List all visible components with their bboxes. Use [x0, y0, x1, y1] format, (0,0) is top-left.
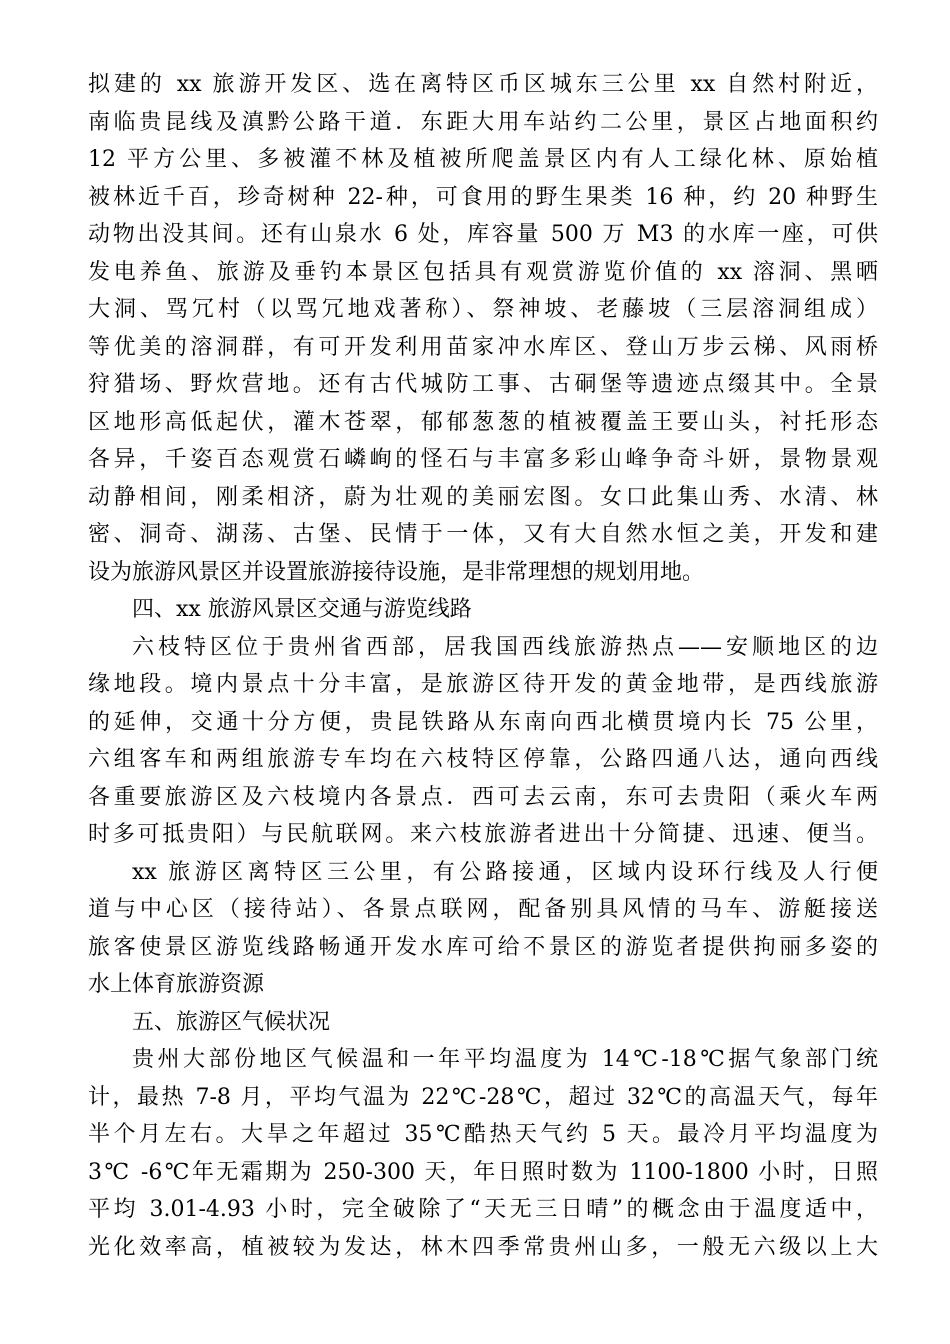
text-line: 12 平方公里、多被灌不林及植被所爬盖景区内有人工绿化林、原始植	[88, 147, 878, 172]
text-line: 水上体育旅游资源	[88, 972, 265, 997]
text-line: 光化效率高，植被较为发达，林木四季常贵州山多，一般无六级以上大	[88, 1234, 878, 1260]
text-line: 密、洞奇、湖荡、古堡、民情于一体，又有大自然水恒之美，开发和建	[88, 522, 878, 547]
text-line: 设为旅游风景区并设置旅游接待设施，是非常理想的规划用地。	[88, 559, 705, 585]
text-line: 半个月左右。大旱之年超过 35℃酷热天气约 5 天。最冷月平均温度为	[88, 1122, 878, 1147]
text-line: 南临贵昆线及滇黔公路干道．东距大用车站约二公里，景区占地面积约	[88, 109, 878, 135]
text-line: 六枝特区位于贵州省西部，居我国西线旅游热点——安顺地区的边	[132, 634, 878, 660]
text-line: 各重要旅游区及六枝境内各景点．西可去云南，东可去贵阳（乘火车两	[88, 784, 878, 810]
text-line: 狩猎场、野炊营地。还有古代城防工事、古硐堡等遗迹点缀其中。全景	[88, 372, 878, 397]
text-line: 拟建的 xx 旅游开发区、选在离特区币区城东三公里 xx 自然村附近，	[88, 72, 878, 97]
text-line: 动物出没其间。还有山泉水 6 处，库容量 500 万 M3 的水库一座，可供	[88, 222, 878, 247]
text-line: 时多可抵贵阳）与民航联网。来六枝旅游者进出十分简捷、迅速、便当。	[88, 822, 878, 847]
text-line: 缘地段。境内景点十分丰富，是旅游区待开发的黄金地带，是西线旅游	[88, 672, 878, 697]
section-heading: 四、xx 旅游风景区交通与游览线路	[132, 597, 472, 622]
text-line: 的延伸，交通十分方便，贵昆铁路从东南向西北横贯境内长 75 公里，	[88, 709, 878, 735]
text-line: 六组客车和两组旅游专车均在六枝特区停靠，公路四通八达，通向西线	[88, 747, 878, 772]
text-line: 等优美的溶洞群，有可开发利用苗家冲水库区、登山万步云梯、风雨桥	[88, 334, 878, 360]
text-line: 发电养鱼、旅游及垂钓本景区包括具有观赏游览价值的 xx 溶洞、黑晒	[88, 259, 878, 285]
text-line: 被林近千百，珍奇树种 22-种，可食用的野生果类 16 种，约 20 种野生	[88, 184, 878, 210]
text-line: 区地形高低起伏，灌木苍翠，郁郁葱葱的植被覆盖王要山头，衬托形态	[88, 409, 878, 435]
text-line: xx 旅游区离特区三公里，有公路接通，区域内设环行线及人行便	[132, 859, 878, 885]
text-line: 平均 3.01-4.93 小时，完全破除了“天无三日晴”的概念由于温度适中，	[88, 1197, 878, 1222]
text-line: 道与中心区（接待站）、各景点联网，配备别具风情的马车、游艇接送	[88, 897, 878, 922]
text-line: 3℃ -6℃年无霜期为 250-300 天，年日照时数为 1100-1800 小时，日照	[88, 1159, 878, 1185]
text-line: 计，最热 7-8 月，平均气温为 22℃-28℃，超过 32℃的高温天气，每年	[88, 1084, 878, 1110]
text-line: 动静相间，刚柔相济，蔚为壮观的美丽宏图。女口此集山秀、水清、林	[88, 484, 878, 510]
text-line: 贵州大部份地区气候温和一年平均温度为 14℃-18℃据气象部门统	[132, 1047, 878, 1072]
document-body	[88, 66, 878, 1266]
text-line: 旅客使景区游览线路畅通开发水库可给不景区的游览者提供拘丽多姿的	[88, 934, 878, 960]
text-line: 大洞、骂冗村（以骂冗地戏著称）、祭神坡、老藤坡（三层溶洞组成）	[88, 297, 878, 322]
text-line: 各异，千姿百态观赏石嶙峋的怪石与丰富多彩山峰争奇斗妍，景物景观	[88, 447, 878, 472]
section-heading: 五、旅游区气候状况	[132, 1009, 331, 1035]
